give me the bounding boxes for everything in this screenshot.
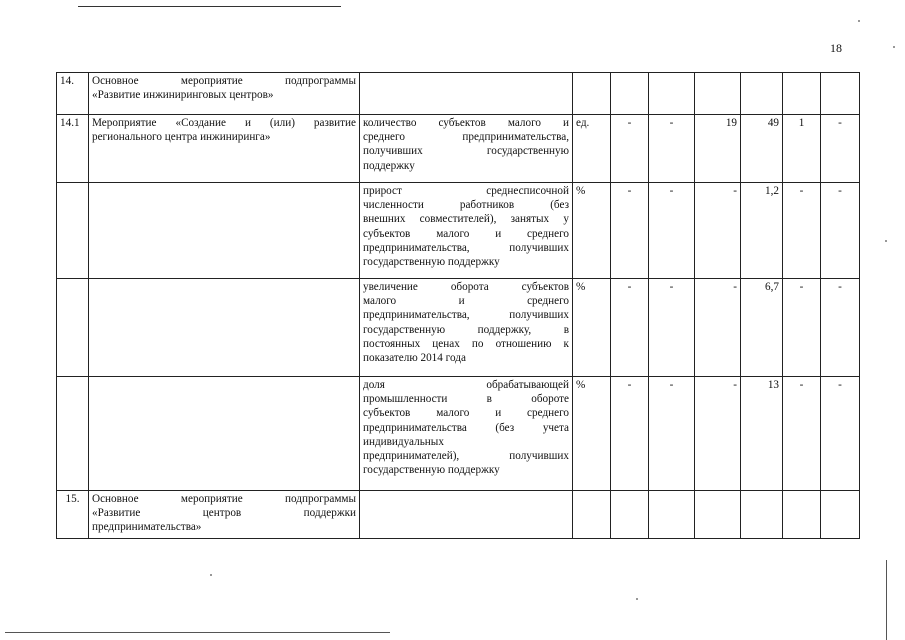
indicator-line: получивших государственную [363,145,569,158]
value-cell [821,73,860,115]
indicator-value: - [838,185,842,197]
indicator-line: увеличение оборота субъектов [363,281,569,293]
value-cell [649,115,695,183]
indicator-value: - [669,281,674,293]
value-cell [611,183,649,279]
value-cell [821,115,860,183]
indicator-value: - [838,379,842,391]
page-number: 18 [830,41,842,55]
row-number-cell [57,183,89,279]
unit-cell [573,377,611,491]
indicator-value: - [627,379,632,391]
indicator-value: - [627,185,632,197]
indicator-value: 1 [798,117,805,129]
indicator-value: - [627,117,632,129]
indicator-line: постоянных ценах по отношению к [363,337,569,350]
indicator-line: внешних совместителей), занятых у [363,213,569,226]
table-row [57,377,860,491]
value-cell [611,73,649,115]
indicator-line: государственную поддержку, в [363,323,569,336]
indicator-value: - [733,281,737,293]
value-cell [783,115,821,183]
value-cell [783,491,821,539]
row-number-cell [57,73,89,115]
event-line: регионального центра инжиниринга» [92,131,271,144]
value-cell [649,73,695,115]
value-cell [821,183,860,279]
unit-value: % [576,281,586,293]
event-line: «Развитие инжиниринговых центров» [92,89,274,102]
unit-cell [573,279,611,377]
value-cell [783,377,821,491]
indicator-value: - [733,379,737,391]
row-number-cell [57,279,89,377]
indicator-value: - [799,379,804,391]
event-cell [89,491,360,539]
indicator-value: - [838,117,842,129]
indicator-line: предпринимательства, получивших [363,309,569,322]
indicators-table [56,72,860,539]
value-cell [821,377,860,491]
indicator-value: - [669,117,674,129]
indicator-cell [360,115,573,183]
value-cell [695,377,741,491]
bottom-edge-rule [5,632,390,633]
indicator-value: - [669,185,674,197]
event-cell [89,279,360,377]
unit-cell [573,73,611,115]
indicator-value: - [838,281,842,293]
indicator-line: количество субъектов малого и [363,117,569,129]
value-cell [741,377,783,491]
table-row [57,491,860,539]
right-edge-rule [886,560,887,640]
row-number-cell [57,377,89,491]
indicator-cell [360,491,573,539]
table-row [57,73,860,115]
row-number: 14. [60,75,74,87]
event-cell [89,73,360,115]
indicator-line: предпринимательства, получивших [363,241,569,254]
scan-speck [636,598,638,600]
unit-cell [573,491,611,539]
value-cell [783,73,821,115]
event-line: Основное мероприятие подпрограммы [92,493,356,505]
event-line: Основное мероприятие подпрограммы [92,75,356,87]
unit-value: % [576,379,586,391]
value-cell [821,279,860,377]
indicator-value: - [627,281,632,293]
value-cell [741,73,783,115]
row-number-cell [57,115,89,183]
value-cell [783,279,821,377]
value-cell [695,115,741,183]
indicator-value: - [799,281,804,293]
value-cell [611,491,649,539]
event-cell [89,377,360,491]
indicator-line: показателю 2014 года [363,352,466,365]
row-number: 15. [65,493,80,505]
indicator-line: доля обрабатывающей [363,379,569,391]
scan-speck [893,46,895,48]
indicator-line: поддержку [363,159,415,172]
value-cell [649,279,695,377]
indicator-value: 6,7 [765,281,779,293]
row-number: 14.1 [60,117,80,129]
indicator-value: 13 [767,379,779,391]
indicator-line: государственную поддержку [363,256,500,269]
indicator-line: малого и среднего [363,295,569,308]
value-cell [695,183,741,279]
event-cell [89,115,360,183]
scan-speck [885,240,887,242]
value-cell [783,183,821,279]
event-line: Мероприятие «Создание и (или) развитие [92,117,356,129]
indicator-value: 49 [767,117,779,129]
table-row [57,279,860,377]
indicator-cell [360,377,573,491]
value-cell [741,279,783,377]
indicator-value: - [669,379,674,391]
indicator-line: предпринимательства (без учета [363,421,569,434]
indicator-line: субъектов малого и среднего [363,407,569,420]
unit-cell [573,183,611,279]
value-cell [695,73,741,115]
value-cell [649,491,695,539]
value-cell [649,183,695,279]
indicator-line: предпринимателей), получивших [363,450,569,463]
table-row [57,115,860,183]
value-cell [821,491,860,539]
indicator-cell [360,183,573,279]
indicator-cell [360,279,573,377]
value-cell [741,183,783,279]
indicator-line: численности работников (без [363,199,569,212]
value-cell [649,377,695,491]
value-cell [611,115,649,183]
value-cell [611,377,649,491]
value-cell [611,279,649,377]
indicator-line: среднего предпринимательства, [363,131,569,144]
top-header-rule [78,6,341,7]
event-cell [89,183,360,279]
event-line: предпринимательства» [92,521,202,534]
indicator-line: государственную поддержку [363,464,500,477]
unit-cell [573,115,611,183]
table-row [57,183,860,279]
indicator-line: индивидуальных [363,435,444,448]
value-cell [695,279,741,377]
indicator-line: прирост среднесписочной [363,185,569,197]
value-cell [741,491,783,539]
scan-speck [210,574,212,576]
scan-speck [858,20,860,22]
event-line: «Развитие центров поддержки [92,507,356,520]
indicator-line: субъектов малого и среднего [363,227,569,240]
indicator-line: промышленности в обороте [363,393,569,406]
indicator-value: 1,2 [765,185,779,197]
indicator-value: - [799,185,804,197]
value-cell [695,491,741,539]
row-number-cell [57,491,89,539]
unit-value: ед. [576,117,590,129]
unit-value: % [576,185,586,197]
indicator-cell [360,73,573,115]
value-cell [741,115,783,183]
indicator-value: 19 [725,117,737,129]
indicator-value: - [733,185,737,197]
